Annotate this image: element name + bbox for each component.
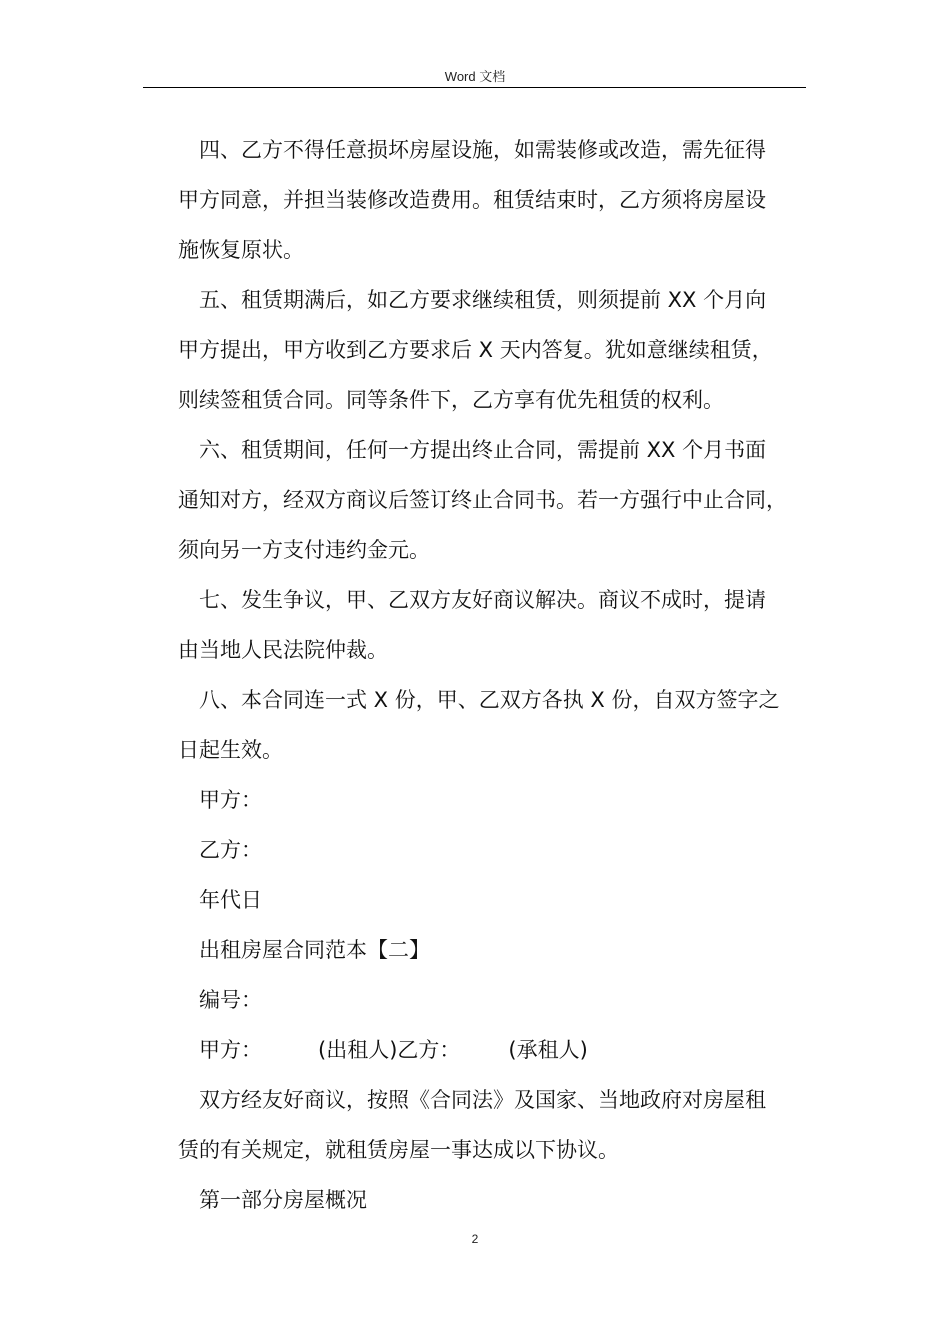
paragraph-line: 甲方： (199, 788, 262, 812)
paragraph-clause-4 (178, 125, 818, 275)
lessor-label: 甲方： (199, 1038, 262, 1062)
signature-date (178, 875, 818, 925)
paragraph-line: 则续签租赁合同。同等条件下，乙方享有优先租赁的权利。 (178, 388, 724, 412)
paragraph-line: 八、本合同连一式 X 份，甲、乙双方各执 X 份，自双方签字之 (199, 688, 780, 712)
paragraph-line: 赁的有关规定，就租赁房屋一事达成以下协议。 (178, 1138, 619, 1162)
party-row (178, 1025, 818, 1075)
paragraph-line: 年代日 (199, 888, 262, 912)
signature-party-a (178, 775, 818, 825)
paragraph-line: 第一部分房屋概况 (199, 1188, 367, 1212)
paragraph-line: 乙方： (199, 838, 262, 862)
contract-number (178, 975, 818, 1025)
paragraph-clause-8 (178, 675, 818, 775)
paragraph-line: 编号： (199, 988, 262, 1012)
document-body (178, 125, 818, 1225)
paragraph-clause-6 (178, 425, 818, 575)
paragraph-line: 施恢复原状。 (178, 238, 304, 262)
paragraph-line: 须向另一方支付违约金元。 (178, 538, 430, 562)
paragraph-line: 五、租赁期满后，如乙方要求继续租赁，则须提前 XX 个月向 (199, 288, 767, 312)
page-number: 2 (471, 1232, 479, 1246)
paragraph-line: 双方经友好商议，按照《合同法》及国家、当地政府对房屋租 (199, 1088, 766, 1112)
paragraph-clause-7 (178, 575, 818, 675)
paragraph-line: 甲方提出，甲方收到乙方要求后 X 天内答复。犹如意继续租赁， (178, 338, 773, 362)
paragraph-line: 通知对方，经双方商议后签订终止合同书。若一方强行中止合同， (178, 488, 787, 512)
paragraph-agreement-intro (178, 1075, 818, 1175)
paragraph-line: 日起生效。 (178, 738, 283, 762)
signature-party-b (178, 825, 818, 875)
paragraph-line: 七、发生争议，甲、乙双方友好商议解决。商议不成时，提请 (199, 588, 766, 612)
section-title (178, 925, 818, 975)
part-one-heading (178, 1175, 818, 1225)
header-rule (143, 87, 806, 88)
lessee-label: 乙方： (397, 1038, 461, 1062)
paragraph-line: 甲方同意，并担当装修改造费用。租赁结束时，乙方须将房屋设 (178, 188, 766, 212)
header-title: Word 文档 (444, 69, 506, 84)
party-row-line (178, 1025, 818, 1075)
paragraph-clause-5 (178, 275, 818, 425)
paragraph-line: 六、租赁期间，任何一方提出终止合同，需提前 XX 个月书面 (199, 438, 767, 462)
paragraph-line: 由当地人民法院仲裁。 (178, 638, 388, 662)
paragraph-line: 出租房屋合同范本【二】 (199, 938, 430, 962)
lessee-role: (承租人) (508, 1038, 588, 1062)
lessor-role: (出租人) (318, 1038, 398, 1062)
paragraph-line: 四、乙方不得任意损坏房屋设施，如需装修或改造，需先征得 (199, 138, 766, 162)
